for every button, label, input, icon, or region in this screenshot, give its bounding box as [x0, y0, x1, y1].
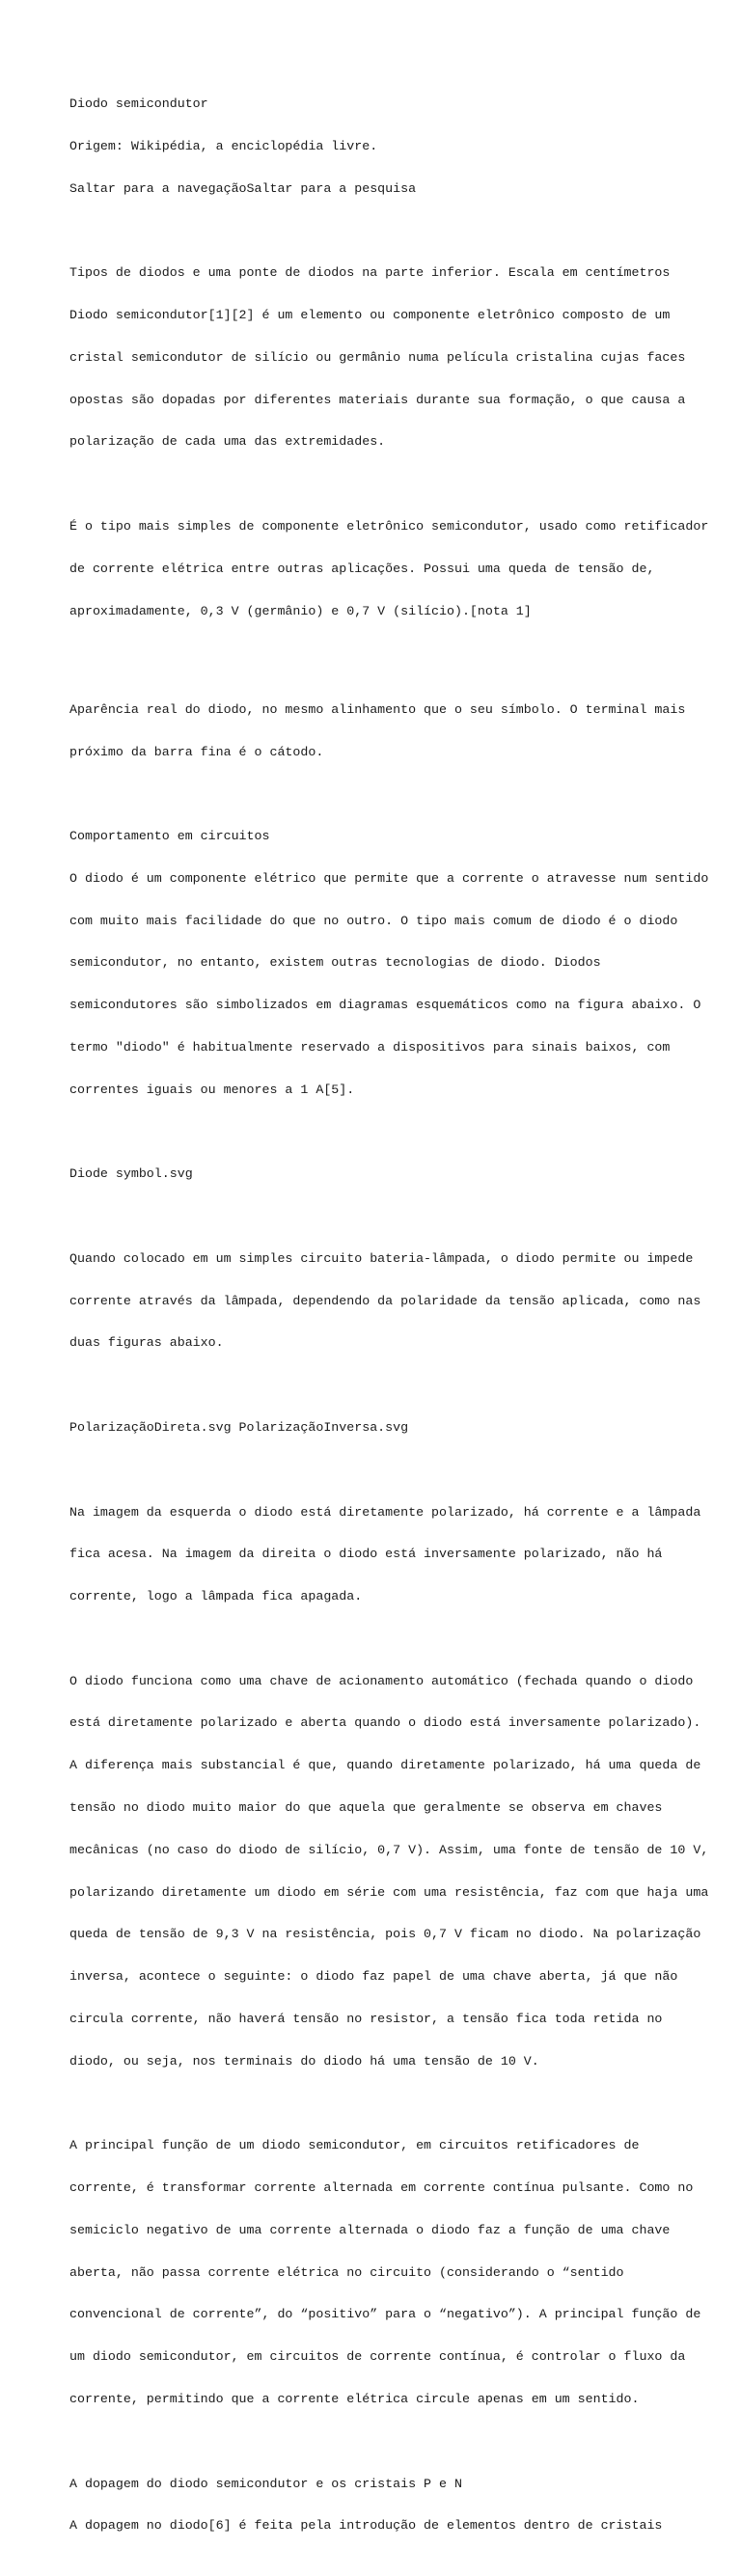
text-line: circula corrente, não haverá tensão no resistor, a tensão fica toda retida no	[69, 2011, 663, 2026]
text-line: Diodo semicondutor[1][2] é um elemento ou componente eletrônico composto de um	[69, 308, 671, 323]
text-line: O diodo funciona como uma chave de acionamento automático (fechada quando o diodo	[69, 1673, 694, 1688]
image-caption: PolarizaçãoDireta.svg PolarizaçãoInversa.svg	[69, 1420, 409, 1435]
text-line: corrente, permitindo que a corrente elétrica circule apenas em um sentido.	[69, 2391, 640, 2406]
paragraph-appearance	[69, 675, 687, 788]
text-line: mecânicas (no caso do diodo de silício, 0,7 V). Assim, uma fonte de tensão de 10 V,	[69, 1842, 709, 1857]
text-line: diodo, ou seja, nos terminais do diodo há uma tensão de 10 V.	[69, 2053, 539, 2069]
text-line: Tipos de diodos e uma ponte de diodos na parte inferior. Escala em centímetros	[69, 265, 671, 281]
text-line: semicondutores são simbolizados em diagramas esquemáticos como na figura abaixo. O	[69, 998, 701, 1013]
section-heading: A dopagem do diodo semicondutor e os cristais P e N	[69, 2476, 462, 2491]
text-line: próximo da barra fina é o cátodo.	[69, 744, 324, 759]
text-line: corrente através da lâmpada, dependendo da polaridade da tensão aplicada, como nas	[69, 1293, 701, 1308]
text-line: Na imagem da esquerda o diodo está diretamente polarizado, há corrente e a lâmpada	[69, 1504, 701, 1520]
article-origin: Origem: Wikipédia, a enciclopédia livre.	[69, 138, 378, 153]
text-line: É o tipo mais simples de componente eletrônico semicondutor, usado como retificador	[69, 519, 709, 534]
text-line: semicondutor, no entanto, existem outras tecnologias de diodo. Diodos	[69, 955, 601, 971]
text-line: está diretamente polarizado e aberta quando o diodo está inversamente polarizado).	[69, 1715, 701, 1731]
text-line: A dopagem no diodo[6] é feita pela introdução de elementos dentro de cristais	[69, 2518, 663, 2534]
text-line: Quando colocado em um simples circuito bateria-lâmpada, o diodo permite ou impede	[69, 1250, 694, 1266]
paragraph-image-explanation	[69, 1477, 701, 1632]
paragraph-battery-lamp	[69, 1224, 701, 1380]
image-caption: Diode symbol.svg	[69, 1166, 193, 1182]
text-line: convencional de corrente”, do “positivo” para o “negativo”). A principal função de	[69, 2307, 701, 2322]
text-line: fica acesa. Na imagem da direita o diodo está inversamente polarizado, não há	[69, 1547, 663, 1562]
text-line: um diodo semicondutor, em circuitos de corrente contínua, é controlar o fluxo da	[69, 2349, 686, 2365]
text-line: aberta, não passa corrente elétrica no circuito (considerando o “sentido	[69, 2264, 624, 2280]
paragraph-title-block	[69, 69, 687, 225]
paragraph-polarization-images	[69, 1393, 687, 1464]
text-line: A principal função de um diodo semicondutor, em circuitos retificadores de	[69, 2138, 640, 2153]
text-line: semiciclo negativo de uma corrente alternada o diodo faz a função de uma chave	[69, 2222, 671, 2237]
text-line: opostas são dopadas por diferentes materiais durante sua formação, o que causa a	[69, 392, 686, 407]
paragraph-intro	[69, 238, 687, 478]
text-line: Aparência real do diodo, no mesmo alinhamento que o seu símbolo. O terminal mais	[69, 701, 686, 717]
text-line: duas figuras abaixo.	[69, 1335, 224, 1351]
article-title: Diodo semicondutor	[69, 96, 208, 112]
text-line: A diferença mais substancial é que, quando diretamente polarizado, há uma queda de	[69, 1758, 701, 1773]
text-line: cristal semicondutor de silício ou germânio numa película cristalina cujas faces	[69, 349, 686, 365]
skip-links: Saltar para a navegaçãoSaltar para a pesquisa	[69, 180, 417, 196]
paragraph-diode-symbol	[69, 1139, 687, 1210]
text-line: termo "diodo" é habitualmente reservado a dispositivos para sinais baixos, com	[69, 1039, 671, 1055]
paragraph-doping	[69, 2449, 687, 2562]
text-line: tensão no diodo muito maior do que aquela que geralmente se observa em chaves	[69, 1800, 663, 1816]
text-line: corrente, logo a lâmpada fica apagada.	[69, 1589, 363, 1604]
blank-line	[69, 661, 687, 675]
text-line: aproximadamente, 0,3 V (germânio) e 0,7 V (silício).[nota 1]	[69, 603, 532, 618]
text-line: correntes iguais ou menores a 1 A[5].	[69, 1082, 355, 1097]
text-line: polarização de cada uma das extremidades.	[69, 434, 386, 450]
text-line: queda de tensão de 9,3 V na resistência, pois 0,7 V ficam no diodo. Na polarização	[69, 1927, 701, 1942]
text-line: com muito mais facilidade do que no outro. O tipo mais comum de diodo é o diodo	[69, 913, 678, 928]
section-heading: Comportamento em circuitos	[69, 829, 270, 844]
text-line: corrente, é transformar corrente alternada em corrente contínua pulsante. Como no	[69, 2180, 694, 2196]
paragraph-switch	[69, 1647, 709, 2097]
paragraph-circuit-behavior	[69, 802, 709, 1126]
document-page	[69, 69, 709, 2576]
text-line: O diodo é um componente elétrico que permite que a corrente o atravesse num sentido	[69, 870, 709, 886]
paragraph-main-function	[69, 2111, 701, 2435]
text-line: de corrente elétrica entre outras aplicações. Possui uma queda de tensão de,	[69, 561, 655, 576]
text-line: polarizando diretamente um diodo em série com uma resistência, faz com que haja uma	[69, 1884, 709, 1900]
paragraph-simplest-type	[69, 492, 709, 647]
text-line: inversa, acontece o seguinte: o diodo faz papel de uma chave aberta, já que não	[69, 1969, 678, 1985]
